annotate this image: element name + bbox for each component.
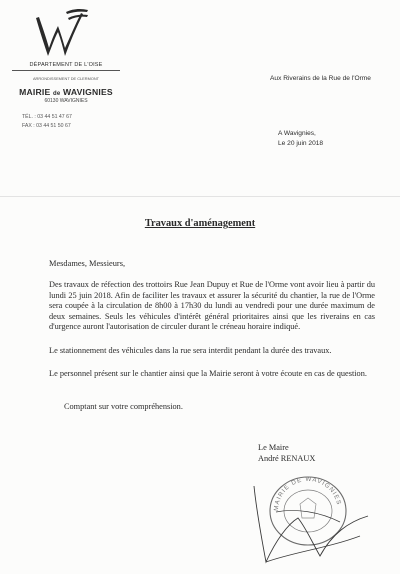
- stamp-text: MAIRIE DE WAVIGNIES: [272, 475, 343, 512]
- mairie-word: MAIRIE: [19, 87, 51, 97]
- department-name: DÉPARTEMENT DE L'OISE: [12, 62, 120, 71]
- mairie-de: de: [53, 91, 61, 97]
- mairie-name: [12, 87, 120, 97]
- signature-block: [258, 443, 315, 464]
- contact-info: [12, 113, 120, 131]
- date-place: [278, 129, 323, 149]
- paragraph-works: Des travaux de réfection des trottoirs Rue Jean Dupuy et Rue de l'Orme vont avoir lieu à partir du lundi 25 juin 2018. Afin de faciliter les travaux et assurer la sécurité du chantier, la rue de l'Orme sera coupée à la circulation de 8h00 à 17h30 du lundi au vendredi pour une durée maximum de deux semaines. Seuls les véhicules d'intérêt général prioritaires ainsi que les riverains en cas d'urgence auront l'autorisation de circuler durant le créneau horaire indiqué.: [49, 280, 375, 332]
- phone-number: TÉL. : 03 44 51 47 67: [22, 114, 72, 120]
- letter-date: Le 20 juin 2018: [278, 140, 324, 147]
- town-name: WAVIGNIES: [63, 87, 113, 97]
- arrondissement-name: ARRONDISSEMENT DE CLERMONT: [32, 76, 100, 81]
- fax-number: FAX : 03 44 51 50 67: [22, 123, 71, 129]
- signatory-name: André RENAUX: [258, 453, 316, 463]
- place: A Wavignies,: [278, 130, 316, 137]
- letter-title: Travaux d'aménagement: [144, 218, 256, 229]
- closing: Comptant sur votre compréhension.: [64, 402, 183, 411]
- sender-block: [12, 62, 120, 131]
- paragraph-contact: Le personnel présent sur le chantier ainsi que la Mairie seront à votre écoute en cas de question.: [49, 369, 367, 378]
- recipient: Aux Riverains de la Rue de l'Orme: [270, 75, 371, 82]
- municipal-logo: [28, 6, 90, 62]
- paragraph-parking: Le stationnement des véhicules dans la rue sera interdit pendant la durée des travaux.: [49, 346, 332, 355]
- handwritten-signature: [236, 482, 376, 568]
- postal-address: 60130 WAVIGNIES: [44, 98, 88, 104]
- signatory-role: Le Maire: [258, 443, 289, 452]
- greeting: Mesdames, Messieurs,: [49, 259, 126, 268]
